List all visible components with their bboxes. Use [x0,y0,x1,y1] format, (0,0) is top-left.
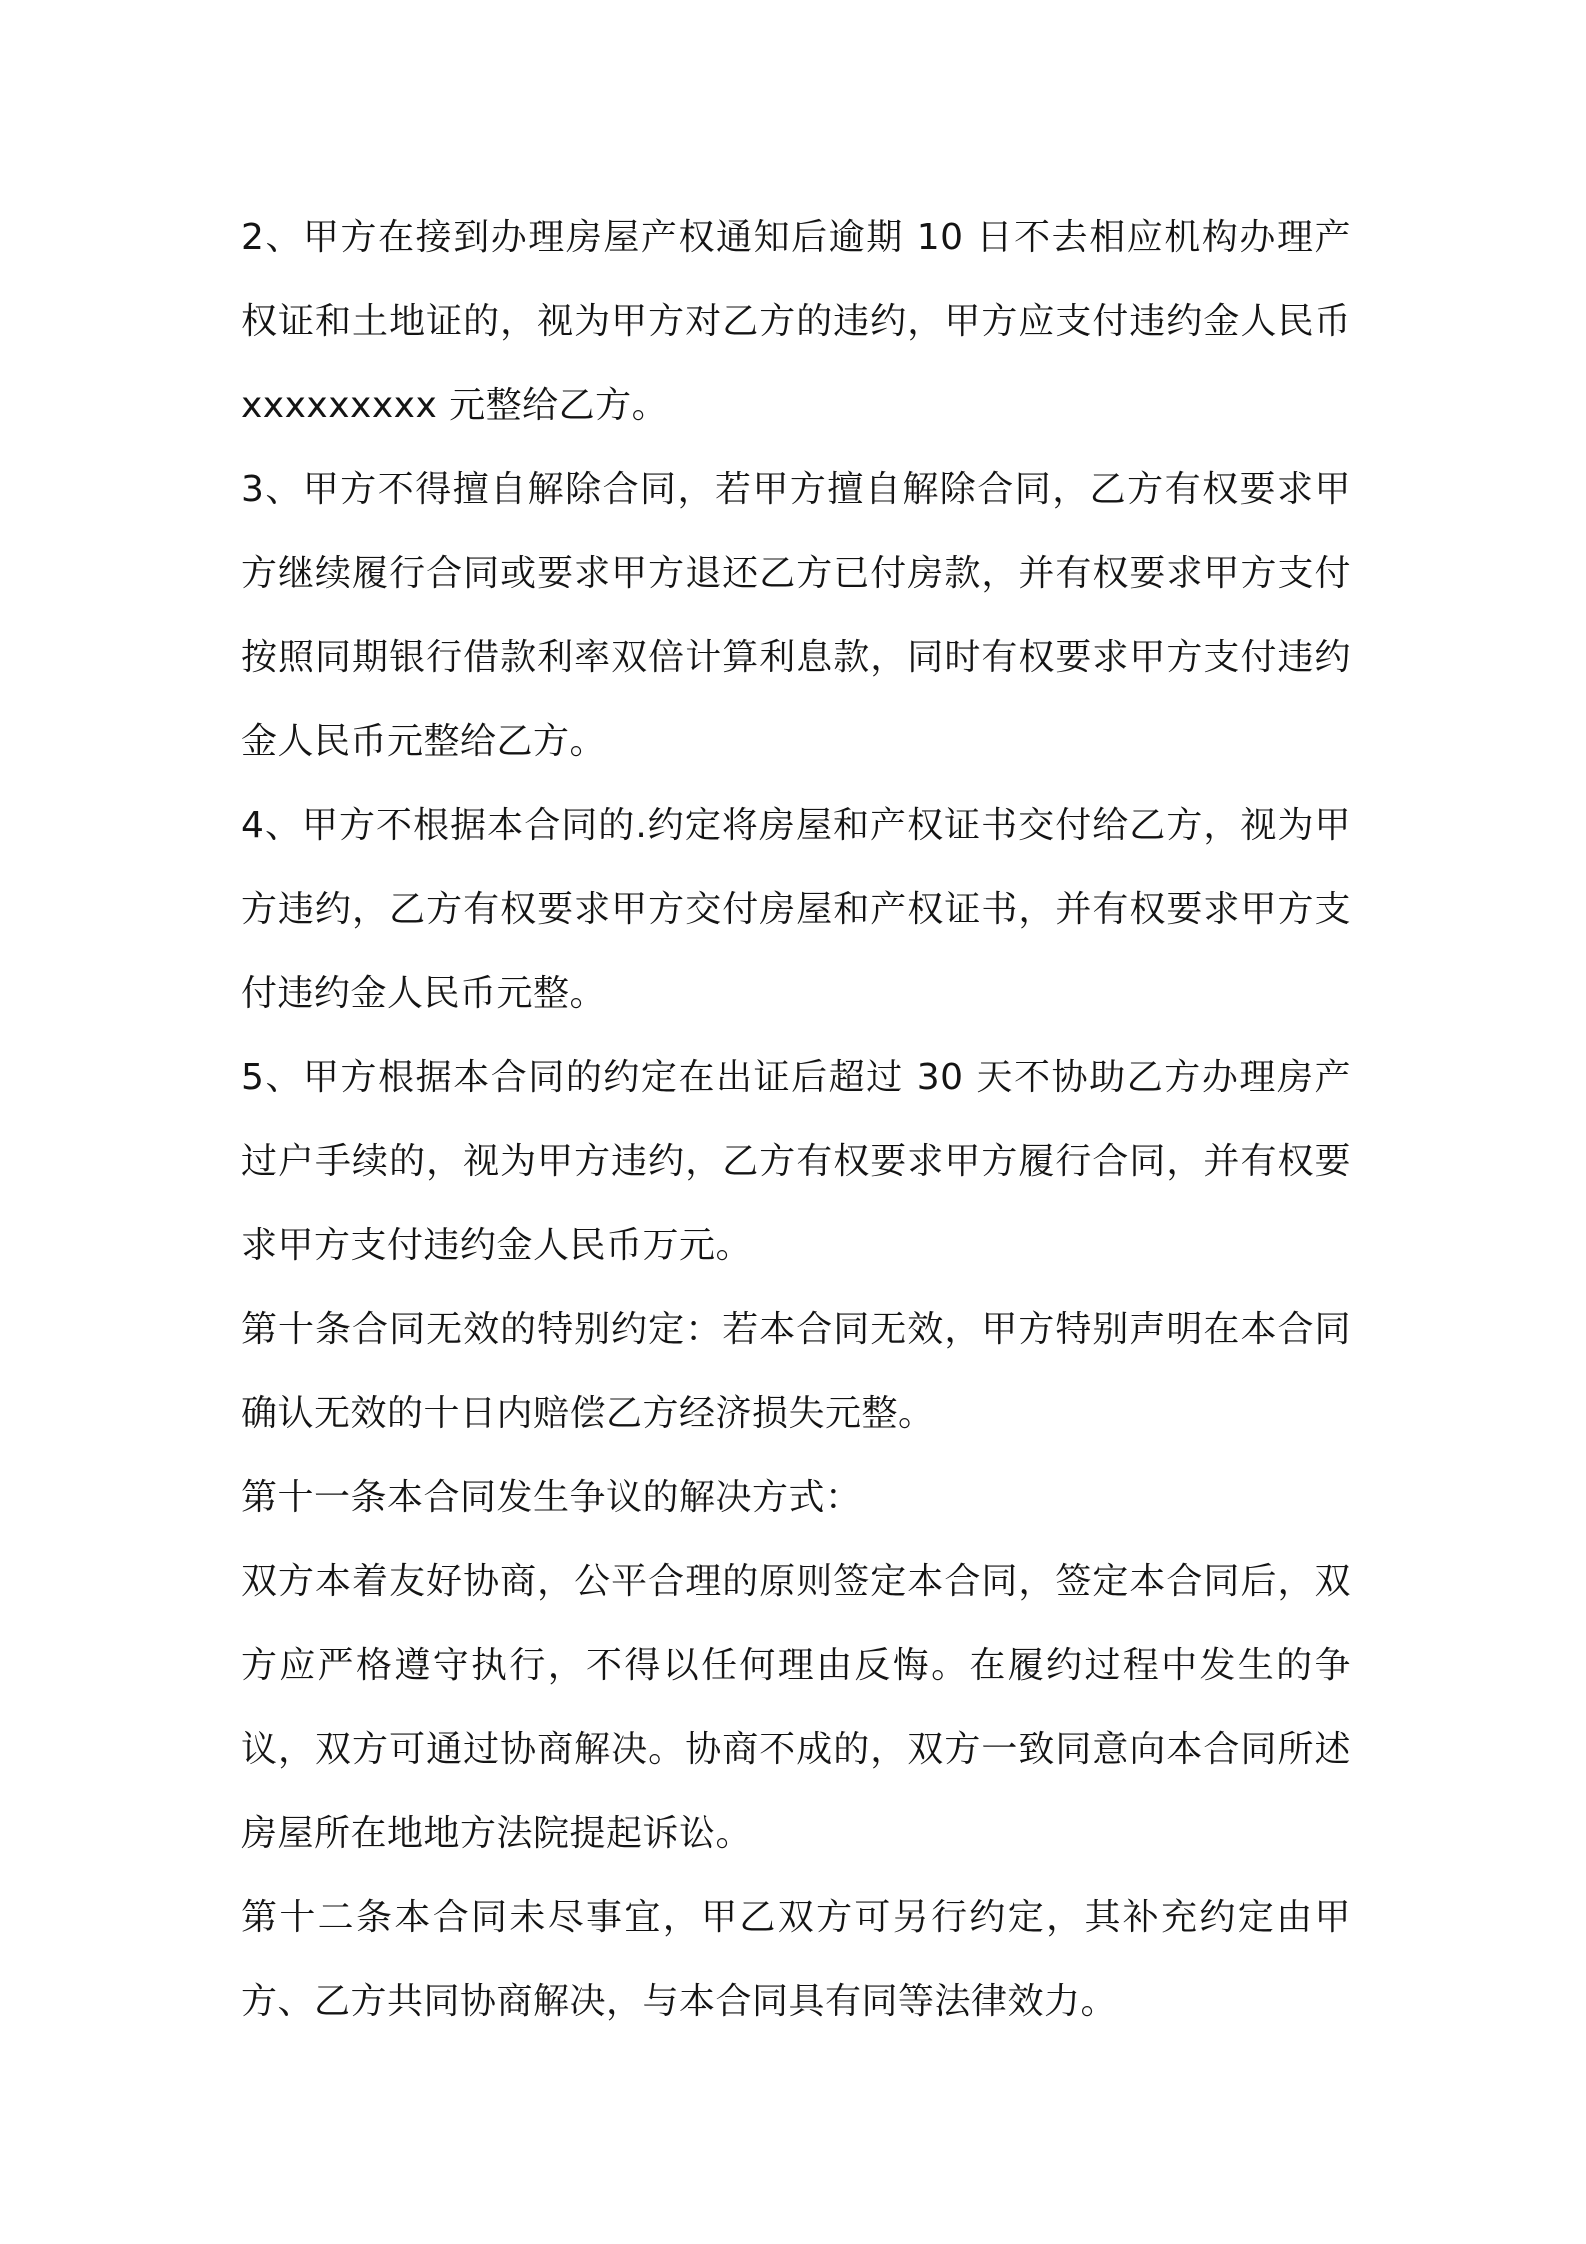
clause-3-paragraph: 3、甲方不得擅自解除合同，若甲方擅自解除合同，乙方有权要求甲方继续履行合同或要求甲方退还乙方已付房款，并有权要求甲方支付按照同期银行借款利率双倍计算利息款，同时有权要求甲方支付违约金人民币元整给乙方。 [241,469,1351,762]
article-12-paragraph: 第十二条本合同未尽事宜，甲乙双方可另行约定，其补充约定由甲方、乙方共同协商解决，与本合同具有同等法律效力。 [241,1897,1351,2022]
article-11-heading: 第十一条本合同发生争议的解决方式： [241,1477,862,1518]
clause-5-paragraph: 5、甲方根据本合同的约定在出证后超过 30 天不协助乙方办理房产过户手续的，视为甲方违约，乙方有权要求甲方履行合同，并有权要求甲方支付违约金人民币万元。 [241,1057,1351,1266]
dispute-resolution-paragraph: 双方本着友好协商，公平合理的原则签定本合同，签定本合同后，双方应严格遵守执行，不得以任何理由反悔。在履约过程中发生的争议，双方可通过协商解决。协商不成的，双方一致同意向本合同所述房屋所在地地方法院提起诉讼。 [241,1561,1351,1854]
clause-2-paragraph: 2、甲方在接到办理房屋产权通知后逾期 10 日不去相应机构办理产权证和土地证的，视为甲方对乙方的违约，甲方应支付违约金人民币 xxxxxxxxx 元整给乙方。 [241,217,1351,426]
clause-4-paragraph: 4、甲方不根据本合同的.约定将房屋和产权证书交付给乙方，视为甲方违约，乙方有权要求甲方交付房屋和产权证书，并有权要求甲方支付违约金人民币元整。 [241,805,1351,1014]
article-10-paragraph: 第十条合同无效的特别约定：若本合同无效，甲方特别声明在本合同确认无效的十日内赔偿乙方经济损失元整。 [241,1309,1351,1434]
document-body [241,196,1351,2044]
